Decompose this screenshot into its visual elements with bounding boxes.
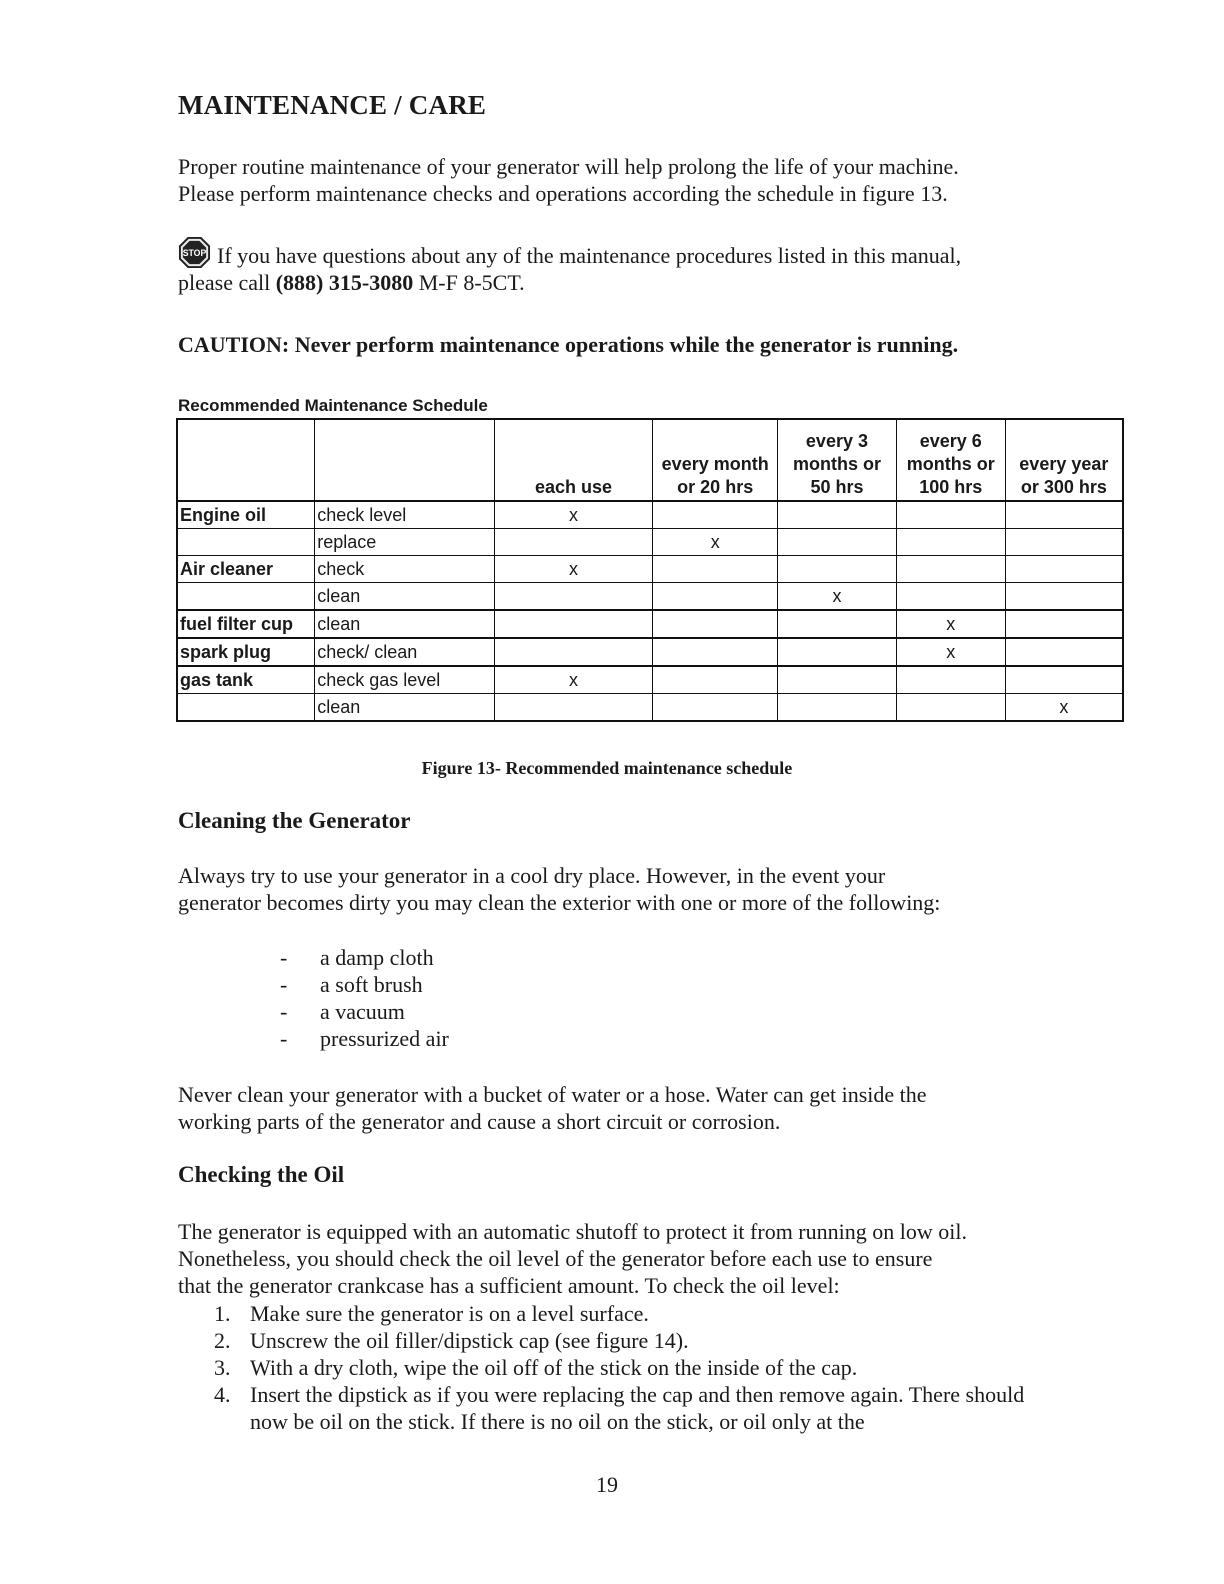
table-row (177, 529, 1123, 556)
cleaning-methods-list (280, 944, 449, 1052)
mark-each-use: x (494, 556, 653, 583)
mark-each-use (494, 694, 653, 722)
cleaning-heading: Cleaning the Generator (178, 808, 411, 833)
mark-every-6-months (896, 666, 1005, 694)
mark-every-3-months (778, 666, 897, 694)
maintenance-schedule-table (176, 418, 1124, 722)
table-row (177, 556, 1123, 583)
row-action: replace (315, 529, 495, 556)
schedule-caption: Recommended Maintenance Schedule (178, 396, 488, 415)
mark-every-year (1005, 638, 1123, 666)
header-every-6-months: every 6 months or 100 hrs (896, 419, 1005, 501)
page-title: MAINTENANCE / CARE (178, 90, 487, 120)
mark-every-month (653, 556, 778, 583)
list-item: - a soft brush (280, 972, 423, 997)
oil-para-line-1: The generator is equipped with an automatic shutoff to protect it from running on low oil. (178, 1219, 967, 1244)
table-row (177, 666, 1123, 694)
mark-each-use (494, 583, 653, 611)
header-every-year: every year or 300 hrs (1005, 419, 1123, 501)
mark-each-use (494, 610, 653, 638)
mark-every-3-months (778, 556, 897, 583)
table-row (177, 501, 1123, 529)
mark-every-6-months (896, 501, 1005, 529)
row-item: spark plug (177, 638, 315, 666)
cleaning-para2-line-1: Never clean your generator with a bucket of water or a hose. Water can get inside the (178, 1082, 927, 1107)
list-item: - pressurized air (280, 1026, 449, 1051)
oil-para-line-2: Nonetheless, you should check the oil level of the generator before each use to ensure (178, 1246, 933, 1271)
oil-heading: Checking the Oil (178, 1162, 345, 1187)
header-every-3-months: every 3 months or 50 hrs (778, 419, 897, 501)
intro-line-1: Proper routine maintenance of your generator will help prolong the life of your machine. (178, 154, 959, 179)
mark-every-year (1005, 529, 1123, 556)
mark-each-use: x (494, 666, 653, 694)
mark-every-3-months (778, 694, 897, 722)
mark-each-use: x (494, 501, 653, 529)
stop-note-line-2-prefix: please call (178, 270, 276, 295)
row-item: Engine oil (177, 501, 315, 529)
table-header-row (177, 419, 1123, 501)
oil-check-steps (178, 1300, 1058, 1435)
cleaning-para2-line-2: working parts of the generator and cause a short circuit or corrosion. (178, 1109, 781, 1134)
row-item: fuel filter cup (177, 610, 315, 638)
mark-every-month (653, 638, 778, 666)
mark-every-year (1005, 501, 1123, 529)
mark-every-month (653, 694, 778, 722)
list-item: 1. Make sure the generator is on a level surface. (214, 1301, 649, 1326)
mark-every-6-months: x (896, 638, 1005, 666)
mark-every-6-months (896, 694, 1005, 722)
caution-warning: CAUTION: Never perform maintenance operations while the generator is running. (178, 332, 959, 357)
row-item (177, 583, 315, 611)
mark-every-year: x (1005, 694, 1123, 722)
cleaning-para1-line-2: generator becomes dirty you may clean the exterior with one or more of the following: (178, 890, 941, 915)
intro-paragraph (178, 153, 959, 207)
row-action: check/ clean (315, 638, 495, 666)
mark-every-month (653, 610, 778, 638)
table-row (177, 610, 1123, 638)
mark-every-6-months: x (896, 610, 1005, 638)
cleaning-para1-line-1: Always try to use your generator in a cool dry place. However, in the event your (178, 863, 886, 888)
mark-every-6-months (896, 556, 1005, 583)
mark-every-month: x (653, 529, 778, 556)
list-item: 4. Insert the dipstick as if you were replacing the cap and then remove again. There should now be oil on the stick. If there is no oil on the stick, or oil only at the (214, 1382, 1025, 1434)
figure-caption: Figure 13- Recommended maintenance schedule (421, 758, 793, 778)
cleaning-paragraph-1 (178, 862, 940, 916)
row-item (177, 529, 315, 556)
stop-note-line-2-suffix: M-F 8-5CT. (413, 270, 525, 295)
stop-note-line-1: If you have questions about any of the maintenance procedures listed in this manual, (217, 243, 962, 268)
mark-every-month (653, 666, 778, 694)
cleaning-paragraph-2 (178, 1081, 927, 1135)
oil-paragraph (178, 1218, 967, 1299)
header-action (315, 419, 495, 501)
list-item: - a damp cloth (280, 945, 434, 970)
mark-every-month (653, 501, 778, 529)
mark-every-6-months (896, 583, 1005, 611)
stop-sign-label: STOP (182, 247, 207, 258)
mark-every-3-months (778, 501, 897, 529)
mark-every-year (1005, 666, 1123, 694)
mark-every-6-months (896, 529, 1005, 556)
row-action: clean (315, 694, 495, 722)
row-action: check (315, 556, 495, 583)
table-row (177, 583, 1123, 611)
row-item (177, 694, 315, 722)
table-row (177, 694, 1123, 722)
mark-every-3-months: x (778, 583, 897, 611)
mark-every-3-months (778, 529, 897, 556)
intro-line-2: Please perform maintenance checks and operations according the schedule in figure 13. (178, 181, 948, 206)
mark-every-3-months (778, 610, 897, 638)
mark-every-year (1005, 583, 1123, 611)
mark-every-year (1005, 610, 1123, 638)
row-item: gas tank (177, 666, 315, 694)
mark-each-use (494, 529, 653, 556)
row-item: Air cleaner (177, 556, 315, 583)
mark-each-use (494, 638, 653, 666)
phone-number: (888) 315-3080 (275, 270, 414, 295)
list-item: - a vacuum (280, 999, 405, 1024)
header-every-month: every month or 20 hrs (653, 419, 778, 501)
list-item: 2. Unscrew the oil filler/dipstick cap (see figure 14). (214, 1328, 689, 1353)
list-item: 3. With a dry cloth, wipe the oil off of the stick on the inside of the cap. (214, 1355, 858, 1380)
mark-every-month (653, 583, 778, 611)
page-number: 19 (596, 1472, 618, 1497)
oil-para-line-3: that the generator crankcase has a sufficient amount. To check the oil level: (178, 1273, 840, 1298)
row-action: check level (315, 501, 495, 529)
header-item (177, 419, 315, 501)
table-row (177, 638, 1123, 666)
mark-every-3-months (778, 638, 897, 666)
stop-sign-icon (178, 236, 211, 269)
row-action: clean (315, 583, 495, 611)
row-action: clean (315, 610, 495, 638)
stop-note (178, 236, 961, 296)
header-each-use: each use (494, 419, 653, 501)
mark-every-year (1005, 556, 1123, 583)
row-action: check gas level (315, 666, 495, 694)
